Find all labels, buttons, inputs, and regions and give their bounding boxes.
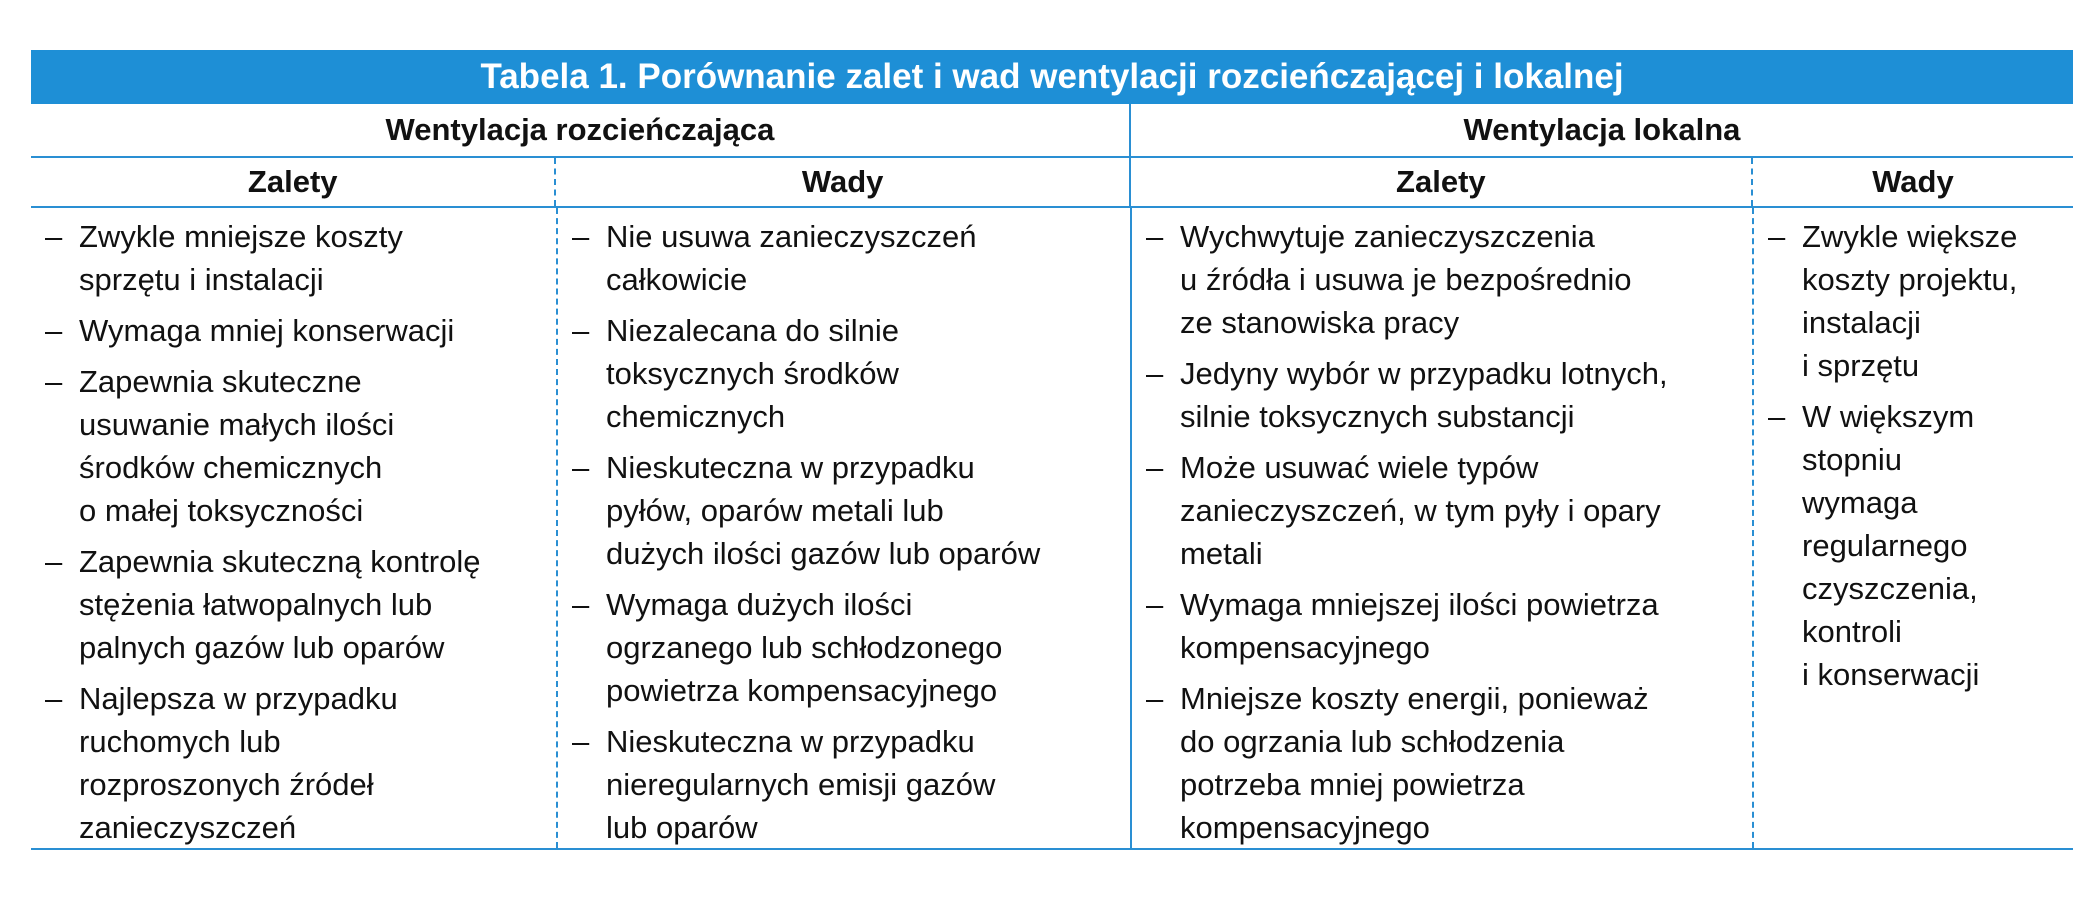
list-item xyxy=(43,677,550,849)
list-item xyxy=(1144,215,1746,344)
dash-bullet: – xyxy=(1768,219,1786,254)
subheader-local-disadvantages: Wady xyxy=(1751,158,2073,206)
dash-bullet: – xyxy=(1768,399,1786,434)
subheader-local-advantages: Zalety xyxy=(1129,158,1751,206)
list-item-text: Nieskuteczna w przypadku pyłów, oparów metali lub dużych ilości gazów lub oparów xyxy=(606,450,1041,571)
list-item xyxy=(1144,677,1746,849)
list-item xyxy=(570,446,1124,575)
list-item xyxy=(570,583,1124,712)
list-item-text: Mniejsze koszty energii, ponieważ do ogrzania lub schłodzenia potrzeba mniej powietrza kompensacyjnego xyxy=(1180,681,1649,845)
list-item xyxy=(1144,352,1746,438)
list-item xyxy=(43,309,550,352)
dash-bullet: – xyxy=(572,724,590,759)
group-header-local: Wentylacja lokalna xyxy=(1129,104,2073,156)
list-item-text: Zwykle większe koszty projektu, instalacji i sprzętu xyxy=(1802,219,2018,383)
dash-bullet: – xyxy=(1146,681,1164,716)
list-item xyxy=(570,215,1124,301)
list-item-text: Może usuwać wiele typów zanieczyszczeń, w tym pyły i opary metali xyxy=(1180,450,1661,571)
cell-local-disadvantages xyxy=(1752,208,2073,848)
subheader-dilution-disadvantages: Wady xyxy=(554,158,1128,206)
list-item xyxy=(570,720,1124,849)
list-item xyxy=(1766,395,2067,696)
group-header-dilution: Wentylacja rozcieńczająca xyxy=(385,112,775,147)
dash-bullet: – xyxy=(45,313,63,348)
list-item xyxy=(43,215,550,301)
dash-bullet: – xyxy=(45,364,63,399)
list-item-text: Najlepsza w przypadku ruchomych lub rozproszonych źródeł zanieczyszczeń xyxy=(79,681,398,845)
list-item-text: Nie usuwa zanieczyszczeń całkowicie xyxy=(606,219,977,297)
dash-bullet: – xyxy=(45,219,63,254)
list-item xyxy=(1144,583,1746,669)
cell-dilution-advantages xyxy=(31,208,556,848)
list-item xyxy=(43,540,550,669)
list-item xyxy=(570,309,1124,438)
list-item-text: Wychwytuje zanieczyszczenia u źródła i usuwa je bezpośrednio ze stanowiska pracy xyxy=(1180,219,1632,340)
comparison-table xyxy=(31,50,2073,850)
list-local-advantages xyxy=(1144,215,1746,849)
dash-bullet: – xyxy=(572,450,590,485)
list-item-text: Nieskuteczna w przypadku nieregularnych emisji gazów lub oparów xyxy=(606,724,996,845)
dash-bullet: – xyxy=(1146,219,1164,254)
list-local-disadvantages xyxy=(1766,215,2067,696)
list-item-text: Wymaga mniej konserwacji xyxy=(79,313,455,348)
dash-bullet: – xyxy=(45,544,63,579)
subheader-dilution-advantages: Zalety xyxy=(247,164,338,199)
list-item-text: Zapewnia skuteczne usuwanie małych ilości środków chemicznych o małej toksyczności xyxy=(79,364,395,528)
list-item-text: Jedyny wybór w przypadku lotnych, silnie toksycznych substancji xyxy=(1180,356,1668,434)
subheader-row xyxy=(31,158,2073,208)
list-item-text: Niezalecana do silnie toksycznych środków chemicznych xyxy=(606,313,899,434)
list-dilution-disadvantages xyxy=(570,215,1124,849)
dash-bullet: – xyxy=(1146,356,1164,391)
dash-bullet: – xyxy=(1146,450,1164,485)
dash-bullet: – xyxy=(45,681,63,716)
dash-bullet: – xyxy=(572,587,590,622)
list-item-text: Wymaga mniejszej ilości powietrza kompensacyjnego xyxy=(1180,587,1659,665)
list-item xyxy=(1766,215,2067,387)
cell-local-advantages xyxy=(1130,208,1752,848)
list-item-text: Wymaga dużych ilości ogrzanego lub schłodzonego powietrza kompensacyjnego xyxy=(606,587,1003,708)
dash-bullet: – xyxy=(572,219,590,254)
dash-bullet: – xyxy=(1146,587,1164,622)
cell-dilution-disadvantages xyxy=(556,208,1130,848)
list-dilution-advantages xyxy=(43,215,550,849)
table-title: Tabela 1. Porównanie zalet i wad wentylacji rozcieńczającej i lokalnej xyxy=(31,50,2073,104)
list-item xyxy=(1144,446,1746,575)
list-item-text: Zapewnia skuteczną kontrolę stężenia łatwopalnych lub palnych gazów lub oparów xyxy=(79,544,481,665)
list-item xyxy=(43,360,550,532)
dash-bullet: – xyxy=(572,313,590,348)
list-item-text: Zwykle mniejsze koszty sprzętu i instalacji xyxy=(79,219,403,297)
table-body-row xyxy=(31,208,2073,850)
list-item-text: W większym stopniu wymaga regularnego czyszczenia, kontroli i konserwacji xyxy=(1802,399,1980,692)
group-header-row xyxy=(31,104,2073,158)
